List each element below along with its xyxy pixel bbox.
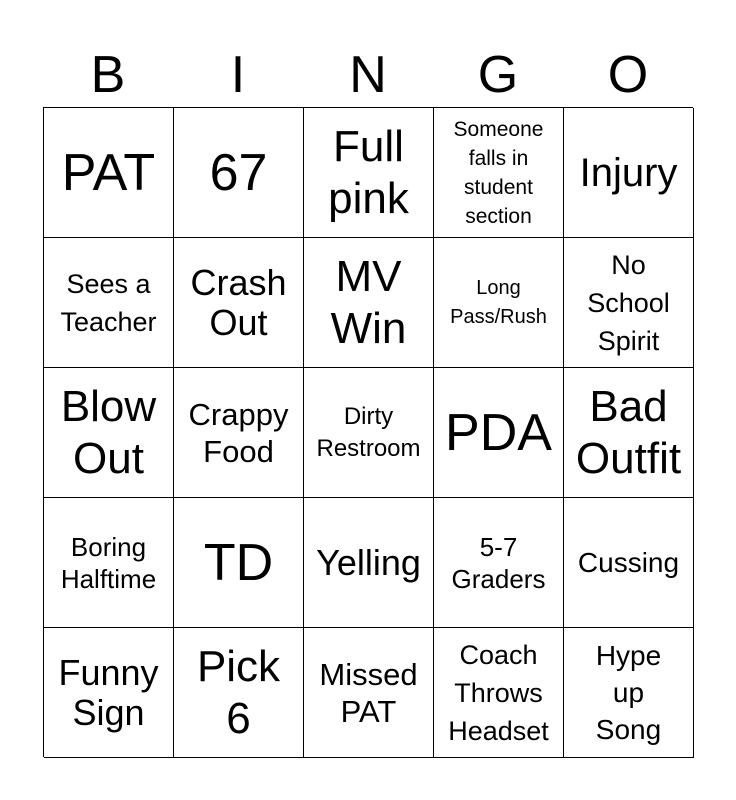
bingo-cell[interactable]: Hype up Song bbox=[564, 628, 694, 758]
bingo-cell[interactable]: Sees a Teacher bbox=[44, 238, 174, 368]
bingo-cell[interactable]: Crappy Food bbox=[174, 368, 304, 498]
bingo-cell[interactable]: Full pink bbox=[304, 108, 434, 238]
header-letter-o: O bbox=[607, 46, 649, 104]
bingo-cell[interactable]: Yelling bbox=[304, 498, 434, 628]
bingo-cell[interactable]: MV Win bbox=[304, 238, 434, 368]
bingo-cell[interactable]: Cussing bbox=[564, 498, 694, 628]
bingo-board bbox=[43, 107, 693, 757]
header-letter-b: B bbox=[90, 46, 126, 104]
header-letter-i: I bbox=[230, 46, 246, 104]
bingo-cell[interactable]: PDA bbox=[434, 368, 564, 498]
bingo-cell[interactable]: Funny Sign bbox=[44, 628, 174, 758]
bingo-cell[interactable]: Missed PAT bbox=[304, 628, 434, 758]
header-letter-g: G bbox=[477, 46, 519, 104]
bingo-cell[interactable]: PAT bbox=[44, 108, 174, 238]
bingo-cell[interactable]: 5-7 Graders bbox=[434, 498, 564, 628]
header-letter-n: N bbox=[349, 46, 387, 104]
bingo-cell[interactable]: Pick 6 bbox=[174, 628, 304, 758]
bingo-cell[interactable]: TD bbox=[174, 498, 304, 628]
bingo-cell[interactable]: Blow Out bbox=[44, 368, 174, 498]
bingo-cell[interactable]: Boring Halftime bbox=[44, 498, 174, 628]
bingo-cell[interactable]: Injury bbox=[564, 108, 694, 238]
bingo-cell[interactable]: Someone falls in student section bbox=[434, 108, 564, 238]
bingo-cell[interactable]: Coach Throws Headset bbox=[434, 628, 564, 758]
bingo-cell[interactable]: Long Pass/Rush bbox=[434, 238, 564, 368]
bingo-cell[interactable]: No School Spirit bbox=[564, 238, 694, 368]
bingo-cell[interactable]: Bad Outfit bbox=[564, 368, 694, 498]
bingo-cell[interactable]: 67 bbox=[174, 108, 304, 238]
bingo-cell[interactable]: Crash Out bbox=[174, 238, 304, 368]
bingo-cell[interactable]: Dirty Restroom bbox=[304, 368, 434, 498]
bingo-header bbox=[43, 44, 693, 106]
